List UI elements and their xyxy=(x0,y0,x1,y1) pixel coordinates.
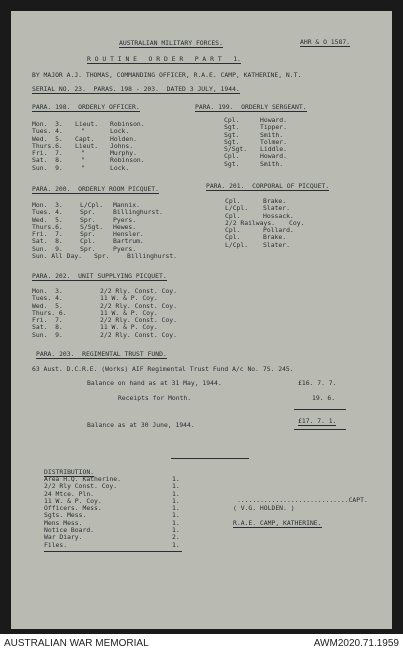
rank: Sgt. xyxy=(224,123,240,132)
para-198-days xyxy=(32,121,63,172)
rank: Spr. xyxy=(80,244,96,253)
para-203-heading: PARA. 203. REGIMENTAL TRUST FUND. xyxy=(36,350,167,358)
name: Howard. xyxy=(260,152,287,161)
day: Sat. 8. xyxy=(32,323,63,332)
day: Mon. 3. xyxy=(32,287,63,295)
name: Pyers. xyxy=(113,244,137,253)
rank: " xyxy=(81,149,85,158)
signature-rank-line: .............................CAPT. xyxy=(237,496,368,504)
day: Tues. 4. xyxy=(32,208,63,217)
unit: 2/2 Rly. Const. Coy. xyxy=(100,316,177,325)
name: Lock. xyxy=(110,127,130,136)
serial-line: SERIAL NO. 23. PARAS. 198 - 203. DATED 3 JULY, 1944. xyxy=(32,85,240,93)
distribution-count: 1. xyxy=(172,540,180,549)
rank: S/Sgt. xyxy=(80,222,104,231)
rank: " xyxy=(81,127,85,136)
name: Tolmer. xyxy=(260,137,287,146)
unit: 2/2 Rly. Const. Coy. xyxy=(100,301,177,310)
name: Billinghurst. xyxy=(113,208,164,217)
name: Hewes. xyxy=(113,222,137,231)
rank: Spr. xyxy=(80,208,96,217)
distribution-count: 1. xyxy=(172,504,180,513)
unit: 11 W. & P. Coy. xyxy=(100,323,158,332)
balance-june-label: Balance as at 30 June, 1944. xyxy=(87,421,195,429)
name: Slater. xyxy=(263,204,290,213)
name: Billinghurst. xyxy=(127,252,178,261)
name: Howard. xyxy=(260,116,287,124)
rank: " xyxy=(81,163,85,172)
para-198-ranks xyxy=(75,121,98,172)
para-199-names xyxy=(260,117,287,168)
issued-by-line: BY MAJOR A.J. THOMAS, COMMANDING OFFICER, R.A.E. CAMP, KATHERINE, N.T. xyxy=(32,71,302,79)
para-198-names xyxy=(110,121,145,172)
distribution-item: Officers. Mess. xyxy=(44,504,102,513)
name: Hossack. xyxy=(263,211,294,220)
balance-may-label: Balance on hand as at 31 May, 1944. xyxy=(87,379,222,387)
day: Wed. 5. xyxy=(32,215,63,224)
rank: 2/2 Railways. xyxy=(225,218,276,227)
distribution-item: 11 W. & P. Coy. xyxy=(44,496,102,505)
name: Brake. xyxy=(263,197,287,205)
day: Mon. 3. xyxy=(32,201,63,209)
name: Tipper. xyxy=(260,123,287,132)
para-198-heading: PARA. 198. ORDERLY OFFICER. xyxy=(32,103,140,111)
day: Thurs. 6. xyxy=(32,308,67,317)
footer-accession-number: AWM2020.71.1959 xyxy=(313,638,399,649)
day: Fri. 7. xyxy=(32,149,63,158)
distribution-count: 1. xyxy=(172,489,180,498)
rank: Cpl. xyxy=(225,226,241,235)
distribution-item: Sgts. Mess. xyxy=(44,511,87,520)
para-199-heading: PARA. 199. ORDERLY SERGEANT. xyxy=(195,103,307,111)
para-201-names xyxy=(263,198,304,249)
day: Tues. 4. xyxy=(32,127,63,136)
day: Thurs.6. xyxy=(32,222,63,231)
para-199-ranks xyxy=(224,117,247,168)
unit: 2/2 Rly. Const. Coy. xyxy=(100,330,177,339)
footer-institution: AUSTRALIAN WAR MEMORIAL xyxy=(4,638,149,649)
rank: S/Sgt. xyxy=(224,145,248,154)
name: Lock. xyxy=(110,163,130,172)
balance-may-value: £16. 7. 7. xyxy=(298,379,337,387)
signature-name: ( V.G. HOLDEN. ) xyxy=(233,504,295,512)
distribution-item: War Diary. xyxy=(44,533,83,542)
receipts-value: 19. 6. xyxy=(312,394,336,402)
day: Mon. 3. xyxy=(32,120,63,128)
para-202-heading: PARA. 202. UNIT SUPPLYING PICQUET. xyxy=(32,272,167,280)
rank: Sgt. xyxy=(224,159,240,168)
rank: Capt. xyxy=(75,134,95,143)
name: Pollard. xyxy=(263,226,294,235)
distribution-item: Notice Board. xyxy=(44,526,95,535)
name: Robinson. xyxy=(110,120,145,128)
distribution-count: 1. xyxy=(172,518,180,527)
name: Brake. xyxy=(263,233,287,242)
name: Holden. xyxy=(110,134,137,143)
distribution-heading: DISTRIBUTION. xyxy=(44,468,95,476)
distribution-list xyxy=(44,476,121,549)
unit: 11 W. & P. Coy. xyxy=(100,294,158,303)
rank: Cpl. xyxy=(80,237,96,246)
distribution-count: 1. xyxy=(172,496,180,505)
distribution-item: Mens Mess. xyxy=(44,518,83,527)
rank: Spr. xyxy=(80,230,96,239)
signature-unit: R.A.E. CAMP, KATHERINE. xyxy=(233,519,322,527)
sum-rule xyxy=(294,409,346,410)
distribution-item: 2/2 Rly Const. Coy. xyxy=(44,482,118,491)
distribution-count: 1. xyxy=(172,526,180,535)
rank: Cpl. xyxy=(224,152,240,161)
name: Coy. xyxy=(289,218,305,227)
day: Sat. 8. xyxy=(32,237,63,246)
name: Robinson. xyxy=(110,156,145,165)
rank: L/Cpl. xyxy=(225,204,249,213)
rank: Sgt. xyxy=(224,137,240,146)
distribution-counts xyxy=(172,476,180,549)
rank: Cpl. xyxy=(225,211,241,220)
rank: " xyxy=(81,156,85,165)
distribution-count: 1. xyxy=(172,482,180,491)
section-divider xyxy=(171,458,249,459)
distribution-count: 1. xyxy=(172,511,180,520)
rank: L/Cpl. xyxy=(80,201,104,209)
day: Sun. 9. xyxy=(32,244,63,253)
day: Sun. 9. xyxy=(32,163,63,172)
distribution-rule xyxy=(44,551,182,552)
para-200-days xyxy=(32,202,82,260)
name: Smith. xyxy=(260,159,284,168)
day: Tues. 4. xyxy=(32,294,63,303)
balance-june-value: £17. 7. 1. xyxy=(298,417,337,425)
para-200-ranks xyxy=(80,202,109,260)
day: Sat. 8. xyxy=(32,156,63,165)
day: Sun. 9. xyxy=(32,330,63,339)
name: Smith. xyxy=(260,130,284,139)
para-202-units xyxy=(100,288,177,339)
document-title: AUSTRALIAN MILITARY FORCES. xyxy=(119,39,223,47)
day: Wed. 5. xyxy=(32,134,63,143)
rank: Lieut. xyxy=(75,141,99,150)
rank: Spr. xyxy=(94,252,110,261)
document-reference: AHR & O 1587. xyxy=(300,38,351,46)
distribution-count: 2. xyxy=(172,533,180,542)
distribution-item: Files. xyxy=(44,540,68,549)
total-rule xyxy=(294,429,346,430)
rank: Cpl. xyxy=(224,116,240,124)
name: Pyers. xyxy=(113,215,137,224)
day: Wed. 5. xyxy=(32,301,63,310)
trust-fund-account-line: 63 Aust. D.C.R.E. (Works) AIF Regimental Trust Fund A/c No. 7S. 245. xyxy=(32,365,294,373)
rank: Lieut. xyxy=(75,120,99,128)
signature-rank: CAPT. xyxy=(348,496,368,504)
rank: L/Cpl. xyxy=(225,240,249,249)
receipts-label: Receipts for Month. xyxy=(118,394,192,402)
para-200-heading: PARA. 200. ORDERLY ROOM PICQUET. xyxy=(32,185,159,193)
name: Hensler. xyxy=(113,230,144,239)
name: Mannix. xyxy=(113,201,140,209)
rank: Spr. xyxy=(80,215,96,224)
name: Johns. xyxy=(110,141,134,150)
unit: 2/2 Rly. Const. Coy. xyxy=(100,287,177,295)
day: Sun. All Day. xyxy=(32,252,83,261)
name: Murphy. xyxy=(110,149,137,158)
day: Fri. 7. xyxy=(32,230,63,239)
rank: Cpl. xyxy=(225,233,241,242)
rank: Cpl. xyxy=(225,197,241,205)
name: Bartrum. xyxy=(113,237,144,246)
para-202-days xyxy=(32,288,67,339)
document-sheet xyxy=(11,11,392,629)
distribution-item: 24 Mtce. Pln. xyxy=(44,489,95,498)
name: Liddle. xyxy=(260,145,287,154)
name: Slater. xyxy=(263,240,290,249)
unit: 11 W. & P. Coy. xyxy=(100,308,158,317)
rank: Sgt. xyxy=(224,130,240,139)
day: Fri. 7. xyxy=(32,316,63,325)
routine-order-heading: R O U T I N E O R D E R P A R T 1. xyxy=(87,55,241,63)
distribution-count: 1. xyxy=(172,475,180,483)
para-201-heading: PARA. 201. CORPORAL OF PICQUET. xyxy=(206,182,330,190)
day: Thurs.6. xyxy=(32,141,63,150)
archive-footer xyxy=(0,634,403,653)
distribution-item: Area H.Q. Katherine. xyxy=(44,475,121,483)
para-200-names xyxy=(113,202,177,260)
